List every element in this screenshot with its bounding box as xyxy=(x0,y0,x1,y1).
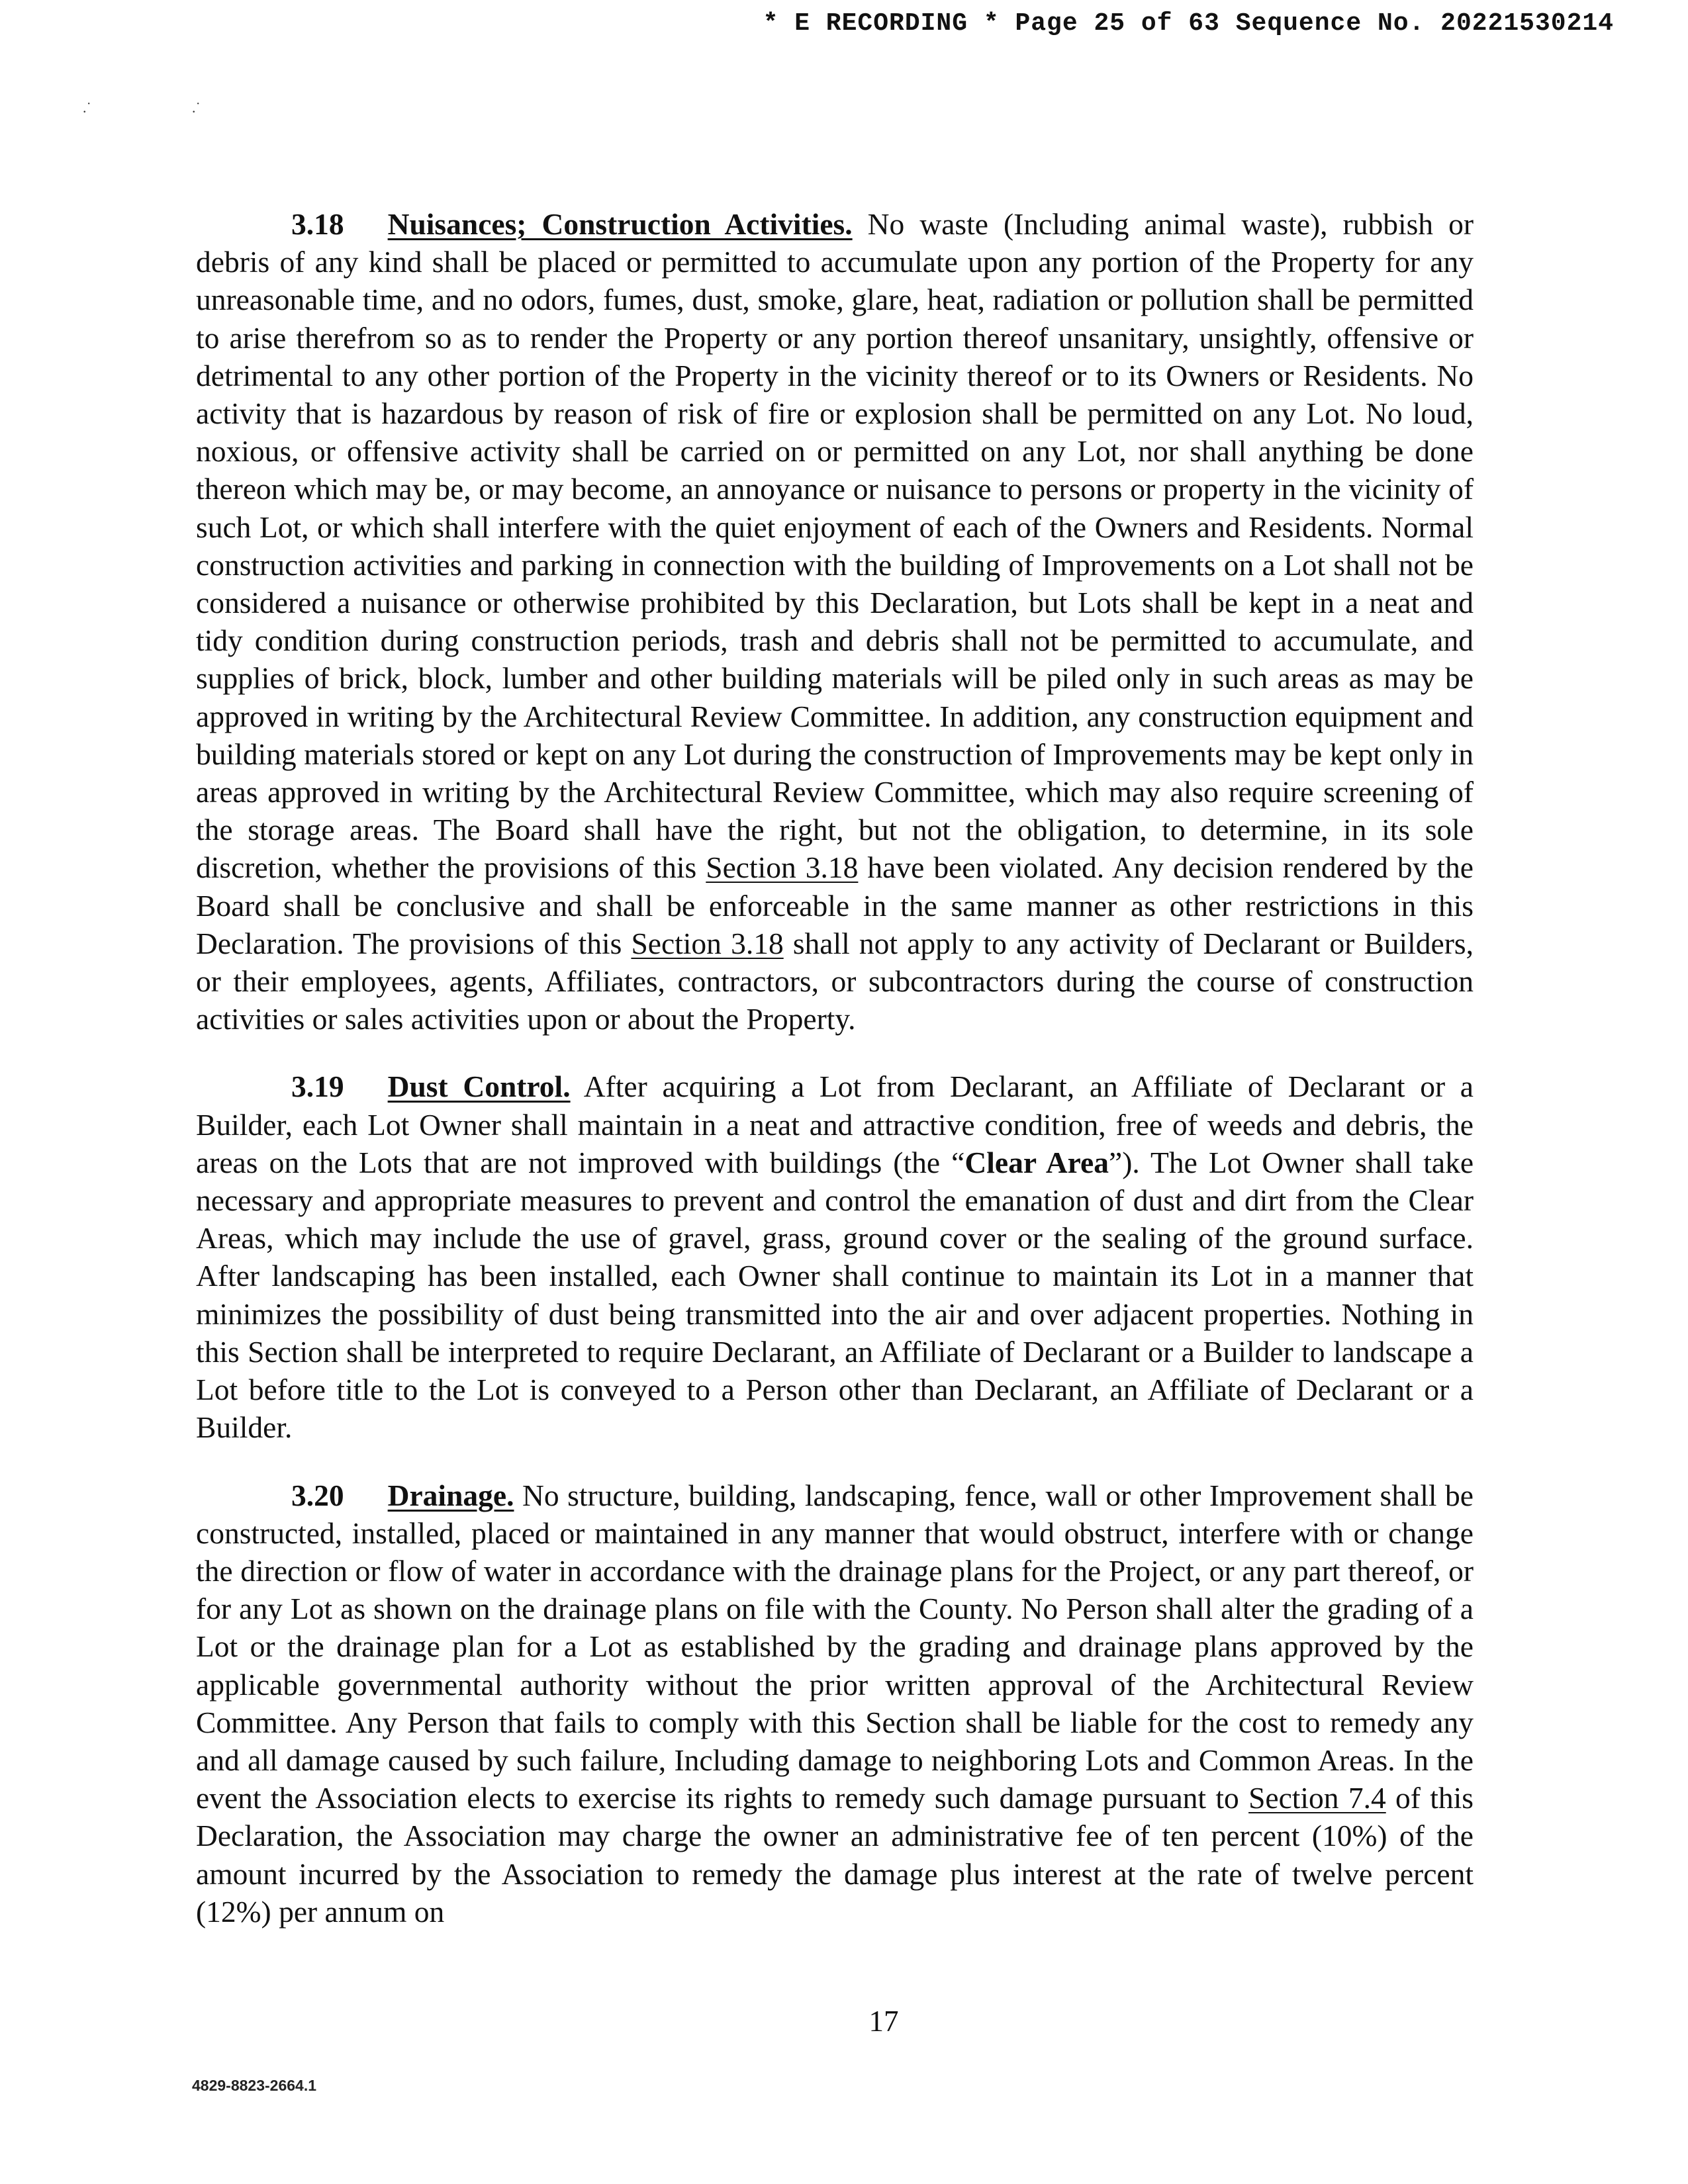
section-cross-reference: Section 7.4 xyxy=(1248,1781,1386,1815)
section-heading: Drainage. xyxy=(387,1478,514,1512)
section-text: ”). The Lot Owner shall take necessary and appropriate measures to prevent and control the emanation of dust and dirt from the Clear Areas, which may include the use of gravel, grass, ground cover or the sealing of the ground surface. After landscaping has been installed, each Owner shall continue to maintain its Lot in a manner that minimizes the possibility of dust being transmitted into the air and over adjacent properties. Nothing in this Section shall be interpreted to require Declarant, an Affiliate of Declarant or a Builder to landscape a Lot before title to the Lot is conveyed to a Person other than Declarant, an Affiliate of Declarant or a Builder. xyxy=(196,1145,1474,1445)
section-text: of this Declaration, the Association may charge the owner an administrative fee of ten percent (10%) of the amount incurred by the Association to remedy the damage plus interest at the rate of twelve percent (12%) per annum on xyxy=(196,1781,1474,1929)
section-text: have been violated. Any decision rendered by the Board shall be conclusive and shall be enforceable in the same manner as other restrictions in this Declaration. The provisions of this xyxy=(196,850,1474,960)
section-cross-reference: Section 3.18 xyxy=(631,926,784,960)
section-text: No structure, building, landscaping, fence, wall or other Improvement shall be constructed, installed, placed or maintained in any manner that would obstruct, interfere with or change the direction or flow of water in accordance with the drainage plans for the Project, or any part thereof, or for any Lot as shown on the drainage plans on file with the County. No Person shall alter the grading of a Lot or the drainage plan for a Lot as established by the grading and drainage plans approved by the applicable governmental authority without the prior written approval of the Architectural Review Committee. Any Person that fails to comply with this Section shall be liable for the cost to remedy any and all damage caused by such failure, Including damage to neighboring Lots and Common Areas. In the event the Association elects to exercise its rights to remedy such damage pursuant to xyxy=(196,1478,1474,1815)
section-3-20 xyxy=(196,1477,1474,1931)
recording-stamp: * E RECORDING * Page 25 of 63 Sequence No. 20221530214 xyxy=(763,9,1614,38)
section-text: No waste (Including animal waste), rubbish or debris of any kind shall be placed or permitted to accumulate upon any portion of the Property for any unreasonable time, and no odors, fumes, dust, smoke, glare, heat, radiation or pollution shall be permitted to arise therefrom so as to render the Property or any portion thereof unsanitary, unsightly, offensive or detrimental to any other portion of the Property in the vicinity thereof or to its Owners or Residents. No activity that is hazardous by reason of risk of fire or explosion shall be permitted on any Lot. No loud, noxious, or offensive activity shall be carried on or permitted on any Lot, nor shall anything be done thereon which may be, or may become, an annoyance or nuisance to persons or property in the vicinity of such Lot, or which shall interfere with the quiet enjoyment of each of the Owners and Residents. Normal construction activities and parking in connection with the building of Improvements on a Lot shall not be considered a nuisance or otherwise prohibited by this Declaration, but Lots shall be kept in a neat and tidy condition during construction periods, trash and debris shall not be permitted to accumulate, and supplies of brick, block, lumber and other building materials will be piled only in such areas as may be approved in writing by the Architectural Review Committee. In addition, any construction equipment and building materials stored or kept on any Lot during the construction of Improvements may be kept only in areas approved in writing by the Architectural Review Committee, which may also require screening of the storage areas. The Board shall have the right, but not the obligation, to determine, in its sole discretion, whether the provisions of this xyxy=(196,207,1474,885)
section-text: After acquiring a Lot from Declarant, an Affiliate of Declarant or a Builder, each Lot Owner shall maintain in a neat and attractive condition, free of weeds and debris, the areas on the Lots that are not improved with buildings (the “ xyxy=(196,1069,1474,1179)
section-number: 3.18 xyxy=(291,207,344,241)
section-text: shall not apply to any activity of Declarant or Builders, or their employees, agents, Affiliates, contractors, or subcontractors during the course of construction activities or sales activities upon or about the Property. xyxy=(196,926,1474,1036)
section-3-18 xyxy=(196,205,1474,1038)
defined-term: Clear Area xyxy=(964,1145,1109,1179)
scan-speck-right: .˙ xyxy=(192,99,201,116)
section-cross-reference: Section 3.18 xyxy=(706,850,859,885)
page-number: 17 xyxy=(868,2005,899,2038)
section-heading: Nuisances; Construction Activities. xyxy=(387,207,853,241)
section-number: 3.19 xyxy=(291,1069,344,1104)
document-id: 4829-8823-2664.1 xyxy=(192,2077,316,2094)
scan-speck-left: .˙ xyxy=(83,99,91,116)
section-heading: Dust Control. xyxy=(387,1069,571,1104)
section-3-19 xyxy=(196,1068,1474,1446)
section-number: 3.20 xyxy=(291,1478,344,1512)
document-body xyxy=(196,205,1474,1960)
